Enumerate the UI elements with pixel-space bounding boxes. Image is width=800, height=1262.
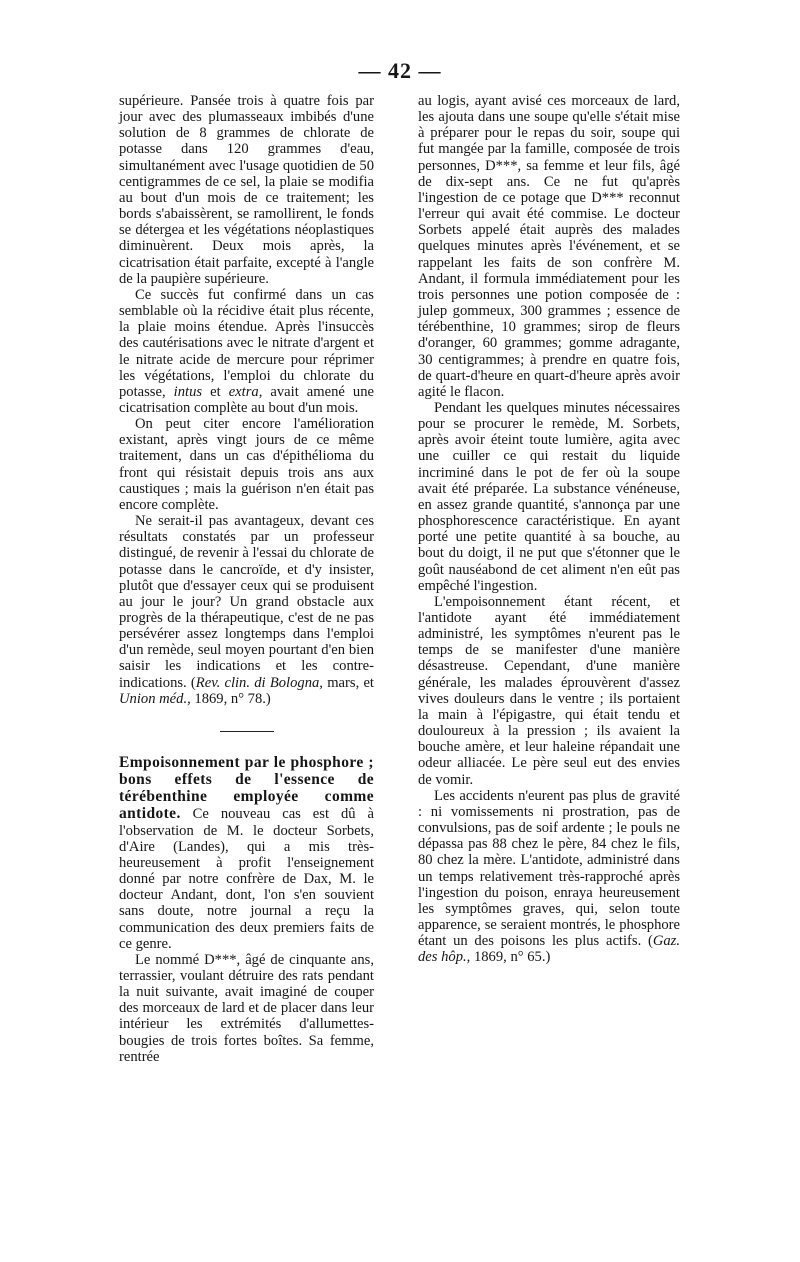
left-column — [119, 93, 374, 1065]
section-title: Empoisonnement par le phosphore ; bons effets de l'essence de térébenthine employée comme antidote. — [119, 753, 374, 823]
paragraph: supérieure. Pansée trois à quatre fois par jour avec des plumasseaux imbibés d'une solution de 8 grammes de chlorate de potasse dans 120 grammes d'eau, simultanément avec l'usage quotidien de 50 centigrammes de ce sel, la plaie se modifia au bout d'un mois de ce traitement; les bords s'abaissèrent, se ramollirent, le fonds se détergea et les végétations néoplastiques diminuèrent. Deux mois après, la cicatrisation était parfaite, excepté à l'angle de la paupière supérieure. — [119, 93, 374, 287]
section-paragraph: Empoisonnement par le phosphore ; bons effets de l'essence de térébenthine employée comme antidote. Ce nouveau cas est dû à l'observation de M. le docteur Sorbets, d'Aire (Landes), qui a mis très-heureusement à profit l'enseignement donné par notre confrère de Dax, M. le docteur Andant, dont, l'on s'en souvient sans doute, notre journal a reçu la communication des deux premiers faits de ce genre. — [119, 753, 374, 952]
paragraph: Les accidents n'eurent pas plus de gravité : ni vomissements ni prostration, pas de convulsions, pas de soif ardente ; le pouls ne dépassa pas 88 chez le père, 84 chez le fils, 80 chez la mère. L'antidote, administré dans un temps relativement très-rapproché après l'ingestion du poison, enraya heureusement les symptômes graves, qui, selon toute apparence, se seraient montrés, le phosphore étant un des poisons les plus actifs. (Gaz. des hôp., 1869, n° 65.) — [418, 787, 680, 966]
citation: Union méd. — [119, 690, 188, 707]
paragraph: Ne serait-il pas avantageux, devant ces résultats constatés par un professeur distingué, de revenir à l'essai du chlorate de potasse dans le cancroïde, et d'y insister, plutôt que d'essayer ceux qui se produisent au jour le jour? Un grand obstacle aux progrès de la thérapeutique, c'est de ne pas persévérer assez longtemps dans l'emploi d'un remède, seul moyen pourtant d'en bien saisir les indications et les contre-indications. (Rev. clin. di Bologna, mars, et Union méd., 1869, n° 78.) — [119, 513, 374, 707]
citation: Rev. clin. di Bologna, — [195, 674, 323, 691]
page-number: — 42 — — [358, 58, 442, 83]
paragraph: Le nommé D***, âgé de cinquante ans, terrassier, voulant détruire des rats pendant la nuit suivante, avait imaginé de couper des morceaux de lard et de placer dans leur intérieur les extrémités d'allumettes-bougies de trois fortes boîtes. Sa femme, rentrée — [119, 951, 374, 1065]
citation: Gaz. des hôp. — [418, 933, 680, 966]
paragraph: au logis, ayant avisé ces morceaux de lard, les ajouta dans une soupe qu'elle s'était mise à préparer pour le repas du soir, soupe qui fut mangée par la famille, composée de trois personnes, D***, sa femme et leur fils, âgé de dix-sept ans. Ce ne fut qu'après l'ingestion de ce potage que D*** reconnut l'erreur qui avait été commise. Le docteur Sorbets appelé était auprès des malades quelques minutes après l'événement, et se rappelant les faits de son confrère M. Andant, il formula immédiatement pour les trois personnes une potion composée de : julep gommeux, 300 grammes ; essence de térébenthine, 10 grammes; sirop de fleurs d'oranger, 60 grammes; gomme adragante, 30 centigrammes; à prendre en quatre fois, de quart-d'heure en quart-d'heure après avoir agité le flacon. — [418, 93, 680, 400]
paragraph: Ce succès fut confirmé dans un cas semblable où la récidive était plus récente, la plaie moins étendue. Après l'insuccès des cautérisations avec le nitrate d'argent et le nitrate acide de mercure pour réprimer les végétations, l'emploi du chlorate du potasse, intus et extra, avait amené une cicatrisation complète au bout d'un mois. — [119, 286, 374, 416]
paragraph: Pendant les quelques minutes nécessaires pour se procurer le remède, M. Sorbets, après avoir éteint toute lumière, agita avec une cuiller ce qui restait du liquide incriminé dans le pot de fer où la soupe avait été préparée. La substance vénéneuse, en assez grande quantité, s'annonça par une phosphorescence caractéristique. En ayant porté une petite quantité à sa bouche, au bout du doigt, il ne put que s'étonner que le goût nauséabond de cet aliment n'en eût pas empêché l'ingestion. — [418, 399, 680, 594]
paragraph: On peut citer encore l'amélioration existant, après vingt jours de ce même traitement, dans un cas d'épithélioma du front qui résistait depuis trois ans aux caustiques ; mais la guérison n'en était pas encore complète. — [119, 416, 374, 513]
section-divider — [220, 731, 274, 732]
paragraph: L'empoisonnement étant récent, et l'antidote ayant été immédiatement administré, les symptômes n'eurent pas le temps de se manifester d'une manière désastreuse. Cependant, d'une manière générale, les malades éprouvèrent d'assez vives douleurs dans le ventre ; ils portaient la main à l'épigastre, qui était tendu et douloureux à la pression ; ils avaient la bouche amère, et leur haleine répandait une odeur alliacée. Le père seul eut des envies de vomir. — [418, 593, 680, 788]
right-column — [418, 93, 680, 965]
